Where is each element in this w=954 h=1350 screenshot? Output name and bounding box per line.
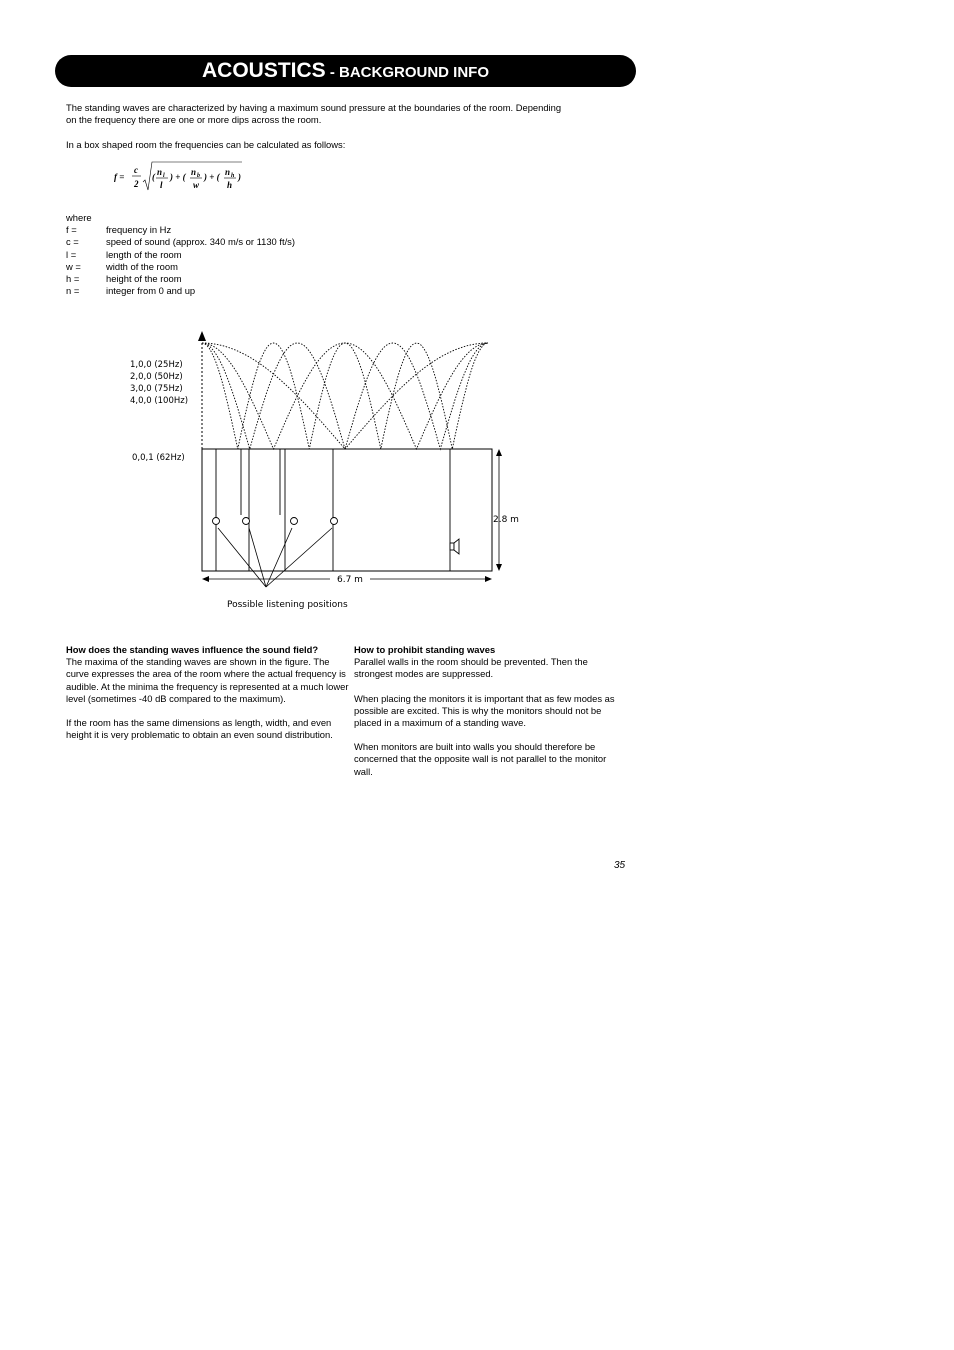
formula-h: h <box>227 180 233 190</box>
legend-symbol: w = <box>66 260 81 272</box>
frequency-formula <box>112 160 252 194</box>
length-dimension-label: 6.7 m <box>337 575 363 585</box>
listening-positions-label: Possible listening positions <box>227 600 348 610</box>
right-paragraph-2: When placing the monitors it is important that as few modes as possible are excited. This is why the monitors should not be placed in a maximum of a standing wave. <box>354 692 615 729</box>
mode-label: 3,0,0 (75Hz) <box>130 384 183 394</box>
arrow-right-icon <box>485 576 492 582</box>
legend-symbol: n = <box>66 285 80 297</box>
arrow-up-icon <box>496 449 502 456</box>
mode-label: 1,0,0 (25Hz) <box>130 360 183 370</box>
height-dimension-label: 2.8 m <box>493 515 519 525</box>
intro-line-1: The standing waves are characterized by having a maximum sound pressure at the boundaries of the room. Depending <box>66 102 562 113</box>
left-column <box>66 644 351 753</box>
standing-wave-figure <box>120 325 540 615</box>
legend-desc: width of the room <box>106 260 178 272</box>
formula-w: w <box>193 180 200 190</box>
page-number: 35 <box>614 860 626 871</box>
formula-nb: n <box>191 167 197 177</box>
mode-label: 4,0,0 (100Hz) <box>130 396 189 406</box>
formula-plus-1: ) + ( <box>170 172 186 182</box>
legend-symbol: l = <box>66 248 77 260</box>
left-heading: How does the standing waves influence the sound field? <box>66 644 319 655</box>
formula-l: l <box>160 180 163 190</box>
legend-desc: speed of sound (approx. 340 m/s or 1130 ft/s) <box>106 236 295 248</box>
legend-row <box>66 249 295 261</box>
right-paragraph-3: When monitors are built into walls you should therefore be concerned that the opposite wall is not parallel to the monitor wall. <box>354 741 607 777</box>
title-sub: - BACKGROUND INFO <box>325 64 489 81</box>
formula-nb-sub: b <box>197 173 200 179</box>
standing-wave-arches <box>202 343 488 449</box>
title-main: ACOUSTICS <box>201 59 326 82</box>
legend-row <box>66 224 295 236</box>
listener-head-icon <box>243 518 250 525</box>
intro-paragraph-2: In a box shaped room the frequencies can be calculated as follows: <box>66 139 346 150</box>
title-banner <box>55 55 636 87</box>
formula-paren-close: ) <box>238 172 241 182</box>
legend-symbol: f = <box>66 224 77 236</box>
right-column <box>354 644 626 790</box>
formula-2: 2 <box>134 179 139 189</box>
mode-labels <box>130 360 188 463</box>
formula-c: c <box>134 165 138 175</box>
listener-head-icon <box>213 518 220 525</box>
speaker-icon <box>450 539 459 554</box>
right-heading: How to prohibit standing waves <box>354 644 496 655</box>
formula-nh: n <box>225 167 231 177</box>
where-label: where <box>66 212 92 223</box>
legend-row <box>66 285 295 297</box>
arrow-left-icon <box>202 576 209 582</box>
intro-paragraph-1 <box>66 102 561 126</box>
formula-nl: n <box>157 167 163 177</box>
mode-label: 2,0,0 (50Hz) <box>130 372 183 382</box>
room-outline <box>202 449 492 571</box>
formula-lhs: f = <box>114 172 125 182</box>
height-mode-label: 0,0,1 (62Hz) <box>132 453 185 463</box>
legend-symbol: h = <box>66 273 80 285</box>
variable-legend <box>66 212 295 297</box>
page-title <box>202 59 489 83</box>
intro-line-2: on the frequency there are one or more dips across the room. <box>66 114 322 125</box>
standing-wave-curve <box>202 343 488 449</box>
left-paragraph-1: The maxima of the standing waves are shown in the figure. The curve expresses the area of the room where the actual frequency is audible. At the minima the frequency is represented at a much lower level (sometimes -40 dB compared to the maximum). <box>66 656 349 704</box>
formula-nl-sub: l <box>163 173 165 179</box>
left-paragraph-2: If the room has the same dimensions as length, width, and even height it is very problematic to obtain an even sound distribution. <box>66 717 333 741</box>
axis-arrow-icon <box>198 331 206 341</box>
formula-nh-sub: h <box>231 173 235 179</box>
legend-row <box>66 273 295 285</box>
arrow-down-icon <box>496 564 502 571</box>
right-paragraph-1: Parallel walls in the room should be prevented. Then the strongest modes are suppressed. <box>354 656 588 680</box>
legend-row <box>66 261 295 273</box>
formula-plus-2: ) + ( <box>204 172 220 182</box>
legend-symbol: c = <box>66 236 79 248</box>
listening-pointer-lines <box>218 528 332 587</box>
listener-head-icons <box>213 518 338 525</box>
legend-desc: height of the room <box>106 273 182 285</box>
legend-row <box>66 236 295 248</box>
formula-paren: ( <box>152 172 155 182</box>
legend-desc: integer from 0 and up <box>106 285 196 297</box>
legend-desc: length of the room <box>106 248 182 260</box>
legend-desc: frequency in Hz <box>106 224 172 236</box>
listener-head-icon <box>331 518 338 525</box>
listener-head-icon <box>291 518 298 525</box>
